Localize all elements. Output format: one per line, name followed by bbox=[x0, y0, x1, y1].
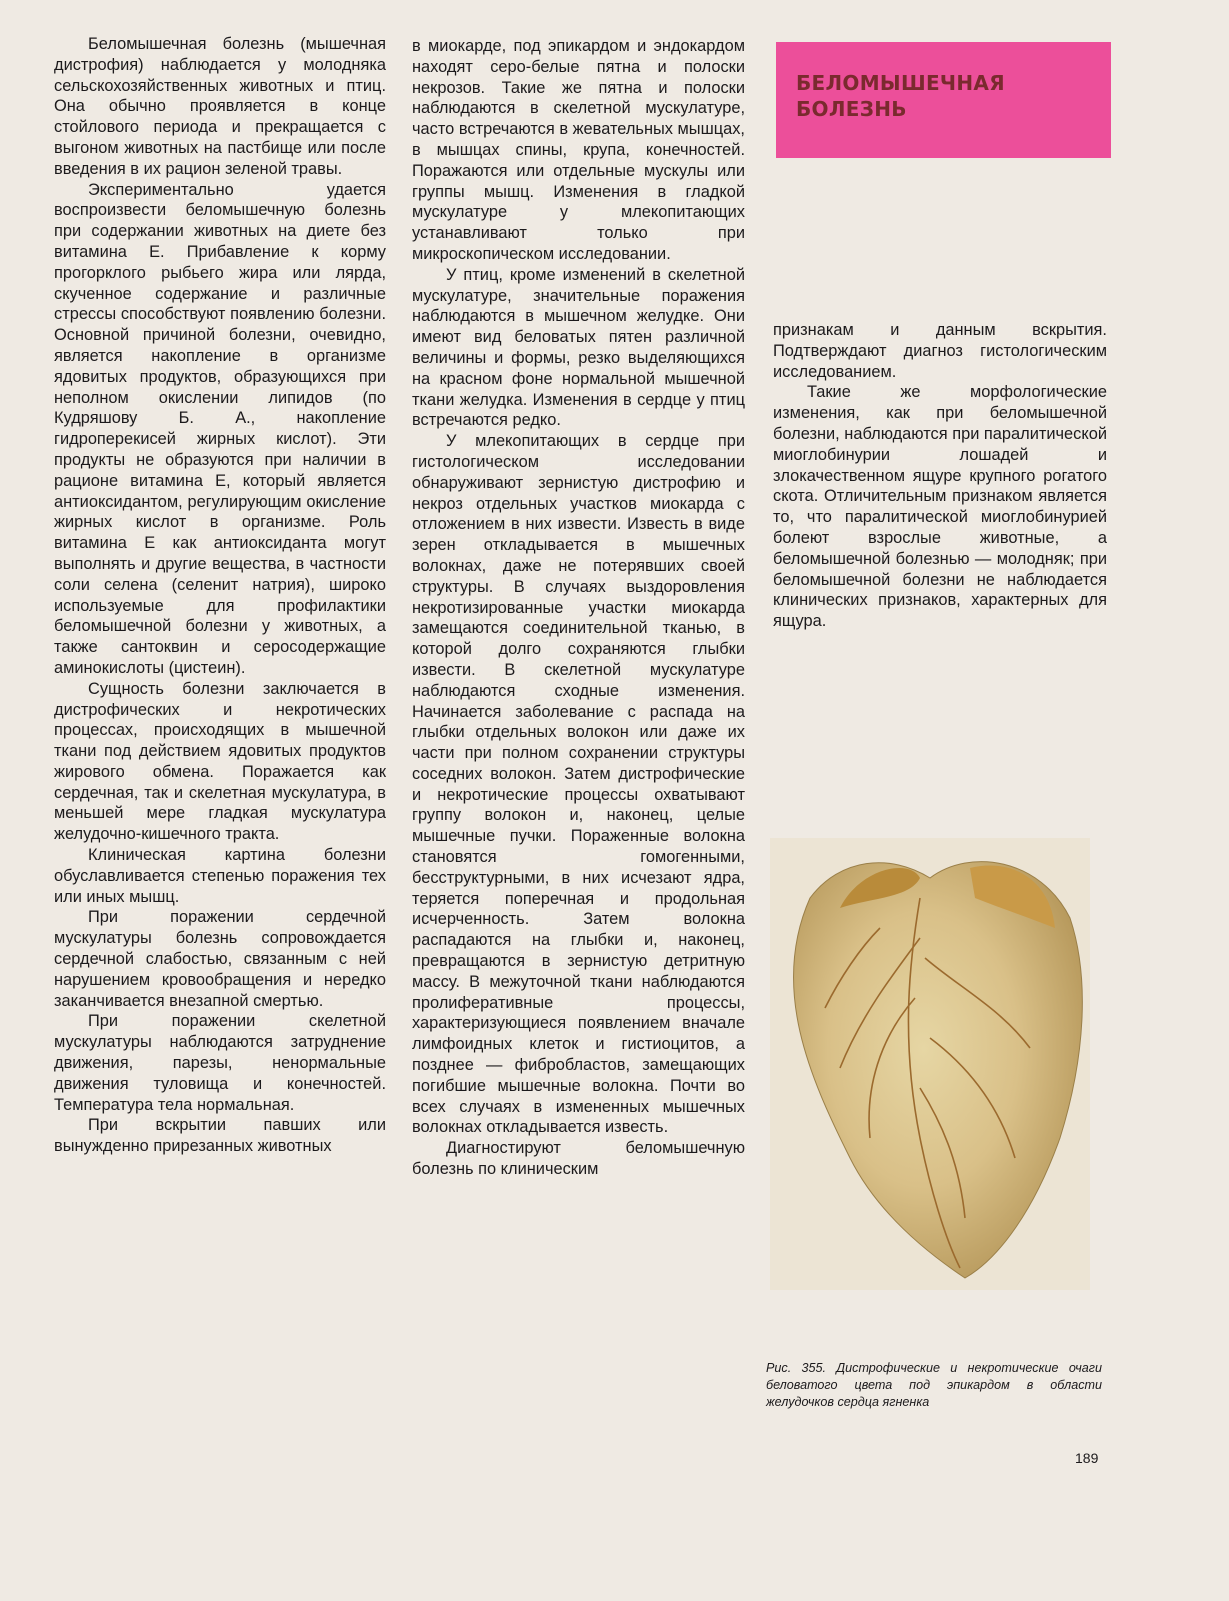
paragraph: У птиц, кроме изменений в скелетной мускулатуре, значительные поражения наблюдаются в мышечном желудке. Они имеют вид беловатых пятен различной величины и формы, резко выделяющихся на красном фоне нормальной мышечной ткани желудка. Изменения в сердце у птиц встречаются редко. bbox=[412, 265, 745, 430]
text-column-3 bbox=[773, 320, 1107, 632]
paragraph: в миокарде, под эпикардом и эндокардом находят серо-белые пятна и полоски некрозов. Такие же пятна и полоски наблюдаются в скелетной мускулатуре, часто встречаются в жевательных мышцах, в мышцах спины, крупа, конечностей. Поражаются или отдельные мускулы или группы мышц. Изменения в гладкой мускулатуре у млекопитающих устанавливают только при микроскопическом исследовании. bbox=[412, 37, 745, 263]
paragraph: При поражении сердечной мускулатуры болезнь сопровождается сердечной слабостью, связанным с ней нарушением кровообращения и нередко заканчивается внезапной смертью. bbox=[54, 908, 386, 1010]
heart-illustration bbox=[770, 838, 1090, 1290]
section-title-box bbox=[776, 42, 1111, 158]
paragraph: Диагностируют беломышечную болезнь по клиническим bbox=[412, 1139, 745, 1179]
paragraph: При поражении скелетной мускулатуры наблюдаются затруднение движения, парезы, ненормальные движения туловища и конечностей. Температура тела нормальная. bbox=[54, 1012, 386, 1114]
figure-caption: Рис. 355. Дистрофические и некротические очаги беловатого цвета под эпикардом в области желудочков сердца ягненка bbox=[766, 1361, 1102, 1409]
paragraph: У млекопитающих в сердце при гистологическом исследовании обнаруживают зернистую дистрофию и некроз отдельных участков миокарда с отложением в них извести. Известь в виде зерен откладывается в мышечных волокнах, даже не потерявших своей структуры. В случаях выздоровления некротизированные участки миокарда замещаются соединительной тканью, в которой долго сохраняются глыбки извести. В скелетной мускулатуре наблюдаются сходные изменения. Начинается заболевание с распада на глыбки отдельных волокон или даже их части при полном сохранении структуры соседних волокон. Затем дистрофические и некротические процессы охватывают группу волокон и, наконец, целые мышечные пучки. Пораженные волокна становятся гомогенными, бесструктурными, в них исчезают ядра, теряется поперечная и продольная исчерченность. Затем волокна распадаются на глыбки и, наконец, превращаются в зернистую детритную массу. В межуточной ткани наблюдаются пролиферативные процессы, характеризующиеся появлением вначале лимфоидных клеток и гистиоцитов, а позднее — фибробластов, замещающих погибшие мышечные волокна. Почти во всех случаях в измененных мышечных волокнах откладывается известь. bbox=[412, 432, 745, 1137]
section-title: БЕЛОМЫШЕЧНАЯ БОЛЕЗНЬ bbox=[796, 71, 1005, 121]
paragraph: Такие же морфологические изменения, как при беломышечной болезни, наблюдаются при паралитической миоглобинурии лошадей и злокачественном ящуре крупного рогатого скота. Отличительным признаком является то, что паралитической миоглобинурией болеют взрослые животные, а беломышечной болезнью — молодняк; при беломышечной болезни не наблюдается клинических признаков, характерных для ящура. bbox=[773, 383, 1107, 631]
text-column-2 bbox=[412, 36, 745, 1180]
text-column-1 bbox=[54, 34, 386, 1157]
paragraph: Клиническая картина болезни обуславливается степенью поражения тех или иных мышц. bbox=[54, 846, 386, 906]
heart-shape bbox=[793, 862, 1082, 1278]
paragraph: Беломышечная болезнь (мышечная дистрофия) наблюдается у молодняка сельскохозяйственных животных и птиц. Она обычно проявляется в конце стойлового периода и прекращается с выгоном животных на пастбище или после введения в их рацион зеленой травы. bbox=[54, 35, 386, 178]
paragraph: Экспериментально удается воспроизвести беломышечную болезнь при содержании животных на диете без витамина Е. Прибавление к корму прогорклого рыбьего жира или лярда, скученное содержание и различные стрессы способствуют появлению болезни. Основной причиной болезни, очевидно, является накопление в организме ядовитых продуктов, образующихся при неполном окислении липидов (по Кудряшову Б. А., накопление гидроперекисей жирных кислот). Эти продукты не образуются при наличии в рационе витамина Е, который является антиоксидантом, регулирующим окисление жирных кислот в организме. Роль витамина Е как антиоксиданта могут выполнять и другие вещества, в частности соли селена (селенит натрия), широко используемые для профилактики беломышечной болезни у животных, а также сантоквин и серосодержащие аминокислоты (цистеин). bbox=[54, 180, 386, 677]
paragraph: При вскрытии павших или вынужденно прирезанных животных bbox=[54, 1116, 386, 1156]
paragraph: признакам и данным вскрытия. Подтверждают диагноз гистологическим исследованием. bbox=[773, 321, 1107, 381]
figure-heart-illustration bbox=[770, 838, 1090, 1290]
page-number: 189 bbox=[1075, 1450, 1099, 1466]
paragraph: Сущность болезни заключается в дистрофических и некротических процессах, происходящих в мышечной ткани под действием ядовитых продуктов жирового обмена. Поражается как сердечная, так и скелетная мускулатура, в меньшей мере гладкая мускулатура желудочно-кишечного тракта. bbox=[54, 679, 386, 844]
